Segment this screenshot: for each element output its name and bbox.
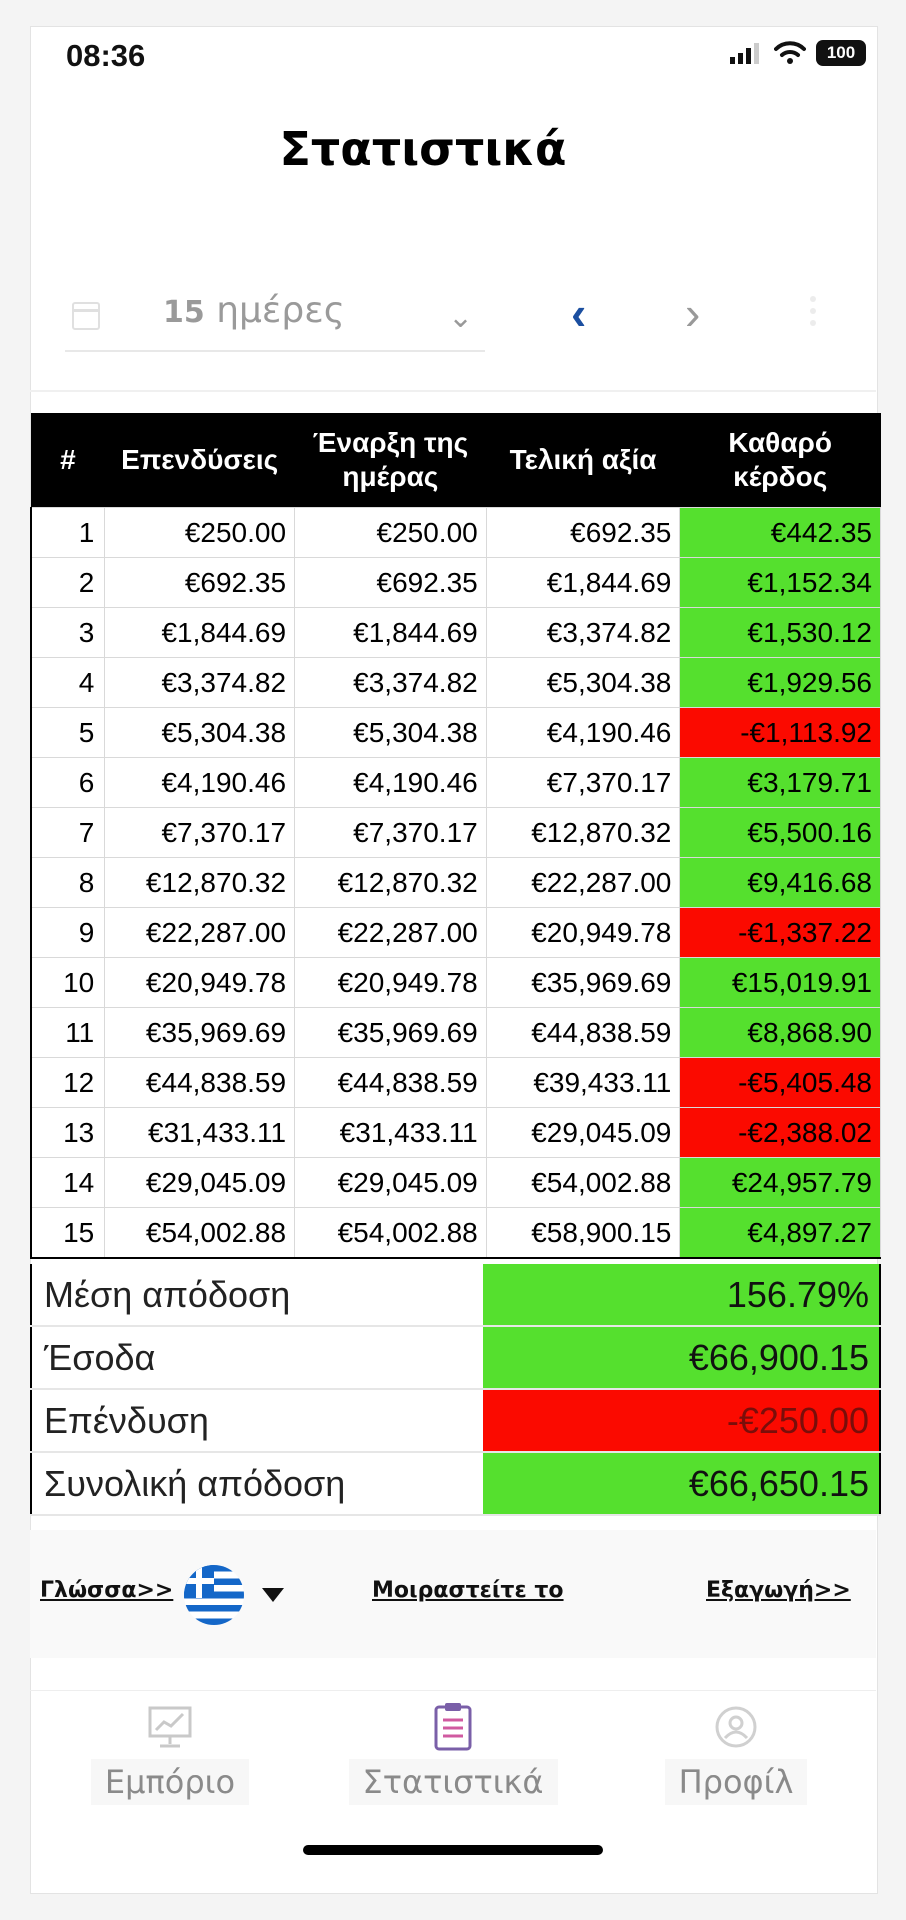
cell-net-profit: €1,530.12 [680, 608, 881, 658]
cell-index: 3 [31, 608, 105, 658]
table-row [31, 908, 881, 958]
period-select[interactable] [163, 290, 345, 331]
cell-index: 4 [31, 658, 105, 708]
cell-investment: €5,304.38 [105, 708, 295, 758]
cell-index: 15 [31, 1208, 105, 1259]
summary-value: €66,650.15 [483, 1452, 880, 1515]
cell-investment: €7,370.17 [105, 808, 295, 858]
table-row [31, 708, 881, 758]
battery-level: 100 [826, 43, 856, 62]
cell-investment: €31,433.11 [105, 1108, 295, 1158]
profile-icon [713, 1704, 759, 1750]
summary-label: Συνολική απόδοση [31, 1452, 483, 1515]
cell-final-value: €29,045.09 [486, 1108, 680, 1158]
summary-table [30, 1264, 881, 1516]
period-unit: ημέρες [216, 290, 345, 331]
cell-investment: €1,844.69 [105, 608, 295, 658]
header-day-start: Έναρξη της ημέρας [295, 413, 487, 508]
table-row [31, 1208, 881, 1259]
caret-down-icon[interactable] [262, 1588, 284, 1602]
cell-net-profit: -€1,113.92 [680, 708, 881, 758]
clipboard-icon [433, 1702, 473, 1752]
cell-final-value: €3,374.82 [486, 608, 680, 658]
cell-index: 14 [31, 1158, 105, 1208]
cell-day-start: €31,433.11 [295, 1108, 487, 1158]
cell-net-profit: €3,179.71 [680, 758, 881, 808]
cell-investment: €29,045.09 [105, 1158, 295, 1208]
cell-final-value: €39,433.11 [486, 1058, 680, 1108]
cell-investment: €44,838.59 [105, 1058, 295, 1108]
tab-trade[interactable] [60, 1701, 280, 1805]
cell-index: 7 [31, 808, 105, 858]
cell-index: 11 [31, 1008, 105, 1058]
cell-index: 8 [31, 858, 105, 908]
table-row [31, 508, 881, 558]
cell-final-value: €20,949.78 [486, 908, 680, 958]
period-toolbar [30, 280, 876, 360]
stats-table [30, 413, 881, 1259]
summary-value: 156.79% [483, 1264, 880, 1326]
previous-button[interactable]: ‹ [571, 287, 587, 339]
cell-index: 10 [31, 958, 105, 1008]
chart-board-icon [147, 1704, 193, 1750]
cell-index: 13 [31, 1108, 105, 1158]
cell-final-value: €44,838.59 [486, 1008, 680, 1058]
header-investments: Επενδύσεις [105, 413, 295, 508]
status-time: 08:36 [66, 38, 146, 73]
summary-label: Επένδυση [31, 1389, 483, 1452]
table-row [31, 1108, 881, 1158]
cell-index: 2 [31, 558, 105, 608]
cell-day-start: €3,374.82 [295, 658, 487, 708]
table-row [31, 558, 881, 608]
cell-final-value: €1,844.69 [486, 558, 680, 608]
cell-net-profit: €5,500.16 [680, 808, 881, 858]
cell-net-profit: €442.35 [680, 508, 881, 558]
cell-net-profit: -€2,388.02 [680, 1108, 881, 1158]
cell-investment: €20,949.78 [105, 958, 295, 1008]
home-indicator [303, 1845, 603, 1855]
header-index: # [31, 413, 105, 508]
cell-day-start: €20,949.78 [295, 958, 487, 1008]
summary-row [31, 1452, 880, 1515]
tab-label: Εμπόριο [91, 1759, 249, 1805]
summary-row [31, 1326, 880, 1389]
status-icons [730, 40, 866, 66]
cell-investment: €4,190.46 [105, 758, 295, 808]
cell-final-value: €7,370.17 [486, 758, 680, 808]
cell-final-value: €12,870.32 [486, 808, 680, 858]
cell-day-start: €35,969.69 [295, 1008, 487, 1058]
tab-label: Στατιστικά [349, 1759, 558, 1805]
footer-links [30, 1530, 876, 1658]
tab-statistics[interactable] [343, 1701, 563, 1805]
cell-day-start: €44,838.59 [295, 1058, 487, 1108]
wifi-icon [774, 41, 806, 65]
select-underline [65, 350, 485, 352]
cell-day-start: €692.35 [295, 558, 487, 608]
cell-net-profit: -€1,337.22 [680, 908, 881, 958]
table-row [31, 808, 881, 858]
cell-final-value: €35,969.69 [486, 958, 680, 1008]
export-link[interactable]: Εξαγωγή>> [706, 1578, 851, 1603]
summary-row [31, 1389, 880, 1452]
language-link[interactable]: Γλώσσα>> [40, 1578, 174, 1603]
cell-day-start: €4,190.46 [295, 758, 487, 808]
cell-investment: €250.00 [105, 508, 295, 558]
share-link[interactable]: Μοιραστείτε το [372, 1578, 564, 1603]
cell-investment: €12,870.32 [105, 858, 295, 908]
next-button[interactable]: › [685, 287, 701, 339]
battery-icon [816, 40, 866, 66]
cell-index: 6 [31, 758, 105, 808]
cell-index: 12 [31, 1058, 105, 1108]
cell-final-value: €22,287.00 [486, 858, 680, 908]
cell-index: 5 [31, 708, 105, 758]
cell-final-value: €58,900.15 [486, 1208, 680, 1259]
cell-net-profit: €1,929.56 [680, 658, 881, 708]
cell-day-start: €29,045.09 [295, 1158, 487, 1208]
calendar-icon [72, 302, 100, 330]
table-row [31, 858, 881, 908]
summary-value: -€250.00 [483, 1389, 880, 1452]
cell-final-value: €54,002.88 [486, 1158, 680, 1208]
header-final-value: Τελική αξία [486, 413, 680, 508]
table-row [31, 758, 881, 808]
table-header-row [31, 413, 881, 508]
summary-label: Μέση απόδοση [31, 1264, 483, 1326]
cell-net-profit: €4,897.27 [680, 1208, 881, 1259]
cell-day-start: €250.00 [295, 508, 487, 558]
tab-profile[interactable] [626, 1701, 846, 1805]
cell-net-profit: €9,416.68 [680, 858, 881, 908]
cell-net-profit: €24,957.79 [680, 1158, 881, 1208]
more-options-icon[interactable] [810, 296, 816, 326]
cell-day-start: €5,304.38 [295, 708, 487, 758]
signal-icon [730, 42, 764, 64]
cell-net-profit: €8,868.90 [680, 1008, 881, 1058]
table-row [31, 1058, 881, 1108]
summary-label: Έσοδα [31, 1326, 483, 1389]
table-row [31, 1158, 881, 1208]
cell-final-value: €692.35 [486, 508, 680, 558]
cell-net-profit: €15,019.91 [680, 958, 881, 1008]
cell-investment: €22,287.00 [105, 908, 295, 958]
cell-investment: €35,969.69 [105, 1008, 295, 1058]
cell-final-value: €5,304.38 [486, 658, 680, 708]
tab-label: Προφίλ [665, 1759, 808, 1805]
summary-value: €66,900.15 [483, 1326, 880, 1389]
page-title: Στατιστικά [279, 122, 567, 176]
cell-day-start: €12,870.32 [295, 858, 487, 908]
cell-investment: €3,374.82 [105, 658, 295, 708]
greek-flag-icon[interactable] [184, 1565, 244, 1625]
cell-day-start: €1,844.69 [295, 608, 487, 658]
table-row [31, 1008, 881, 1058]
table-row [31, 608, 881, 658]
divider [30, 390, 876, 392]
cell-day-start: €22,287.00 [295, 908, 487, 958]
header-net-profit: Καθαρό κέρδος [680, 413, 881, 508]
table-row [31, 958, 881, 1008]
cell-investment: €692.35 [105, 558, 295, 608]
cell-index: 1 [31, 508, 105, 558]
cell-day-start: €7,370.17 [295, 808, 487, 858]
cell-final-value: €4,190.46 [486, 708, 680, 758]
table-row [31, 658, 881, 708]
chevron-down-icon[interactable]: ⌄ [448, 301, 474, 334]
summary-row [31, 1264, 880, 1326]
cell-day-start: €54,002.88 [295, 1208, 487, 1259]
cell-net-profit: €1,152.34 [680, 558, 881, 608]
period-count: 15 [163, 295, 205, 330]
cell-investment: €54,002.88 [105, 1208, 295, 1259]
cell-index: 9 [31, 908, 105, 958]
tab-bar [30, 1690, 876, 1851]
cell-net-profit: -€5,405.48 [680, 1058, 881, 1108]
